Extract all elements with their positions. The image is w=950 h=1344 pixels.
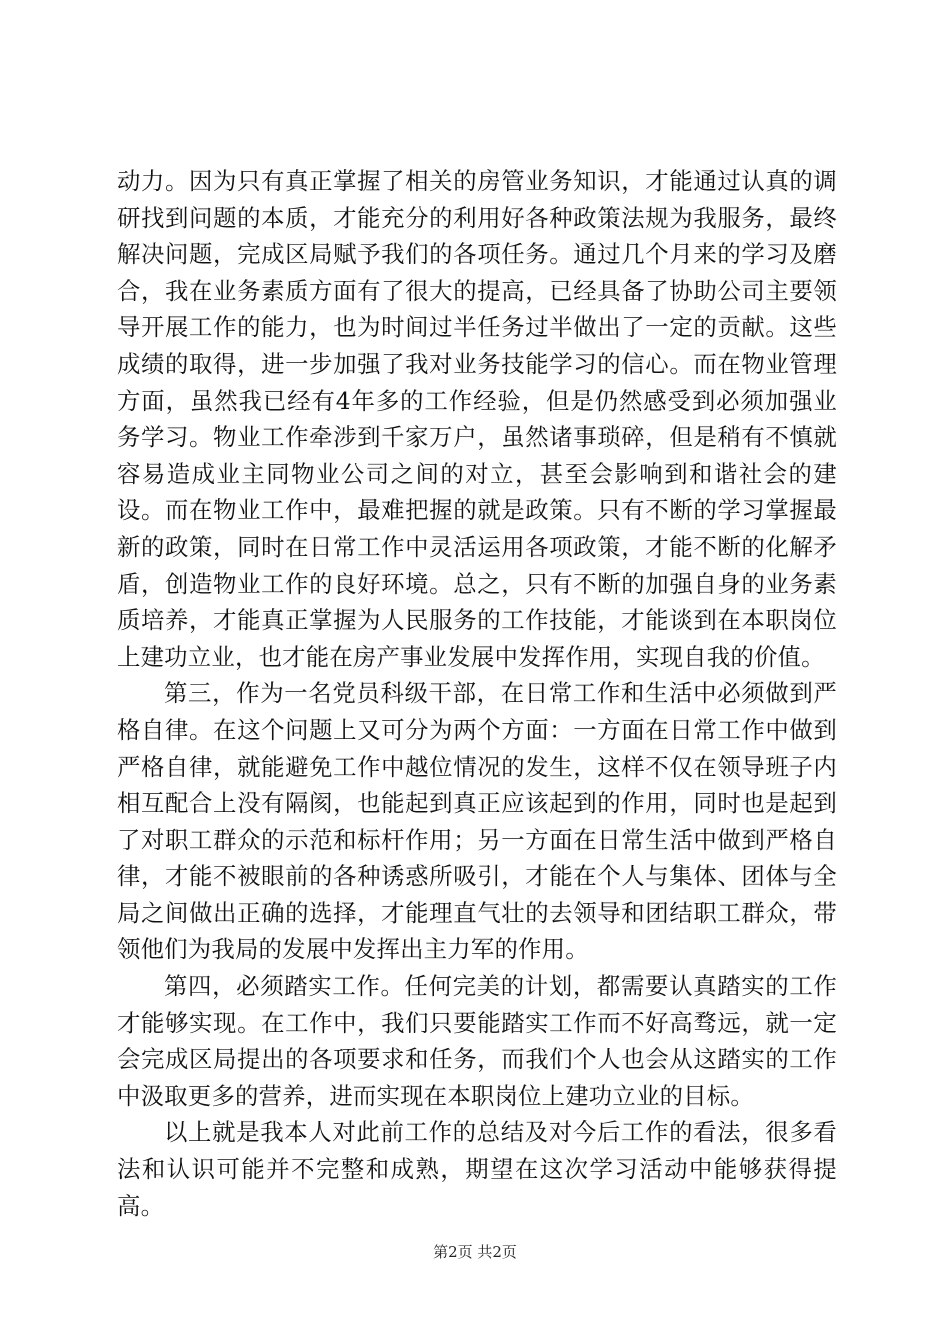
paragraph-conclusion: 以上就是我本人对此前工作的总结及对今后工作的看法，很多看法和认识可能并不完整和成熟，期望在这次学习活动中能够获得提高。 <box>117 1118 837 1220</box>
document-body <box>117 163 837 1224</box>
page-number-footer: 第2页 共2页 <box>433 1243 517 1261</box>
paragraph-fourth-point: 第四，必须踏实工作。任何完美的计划，都需要认真踏实的工作才能够实现。在工作中，我们只要能踏实工作而不好高骛远，就一定会完成区局提出的各项要求和任务，而我们个人也会从这踏实的工作中汲取更多的营养，进而实现在本职岗位上建功立业的目标。 <box>117 972 837 1110</box>
paragraph-continuation: 动力。因为只有真正掌握了相关的房管业务知识，才能通过认真的调研找到问题的本质，才能充分的利用好各种政策法规为我服务，最终解决问题，完成区局赋予我们的各项任务。通过几个月来的学习及磨合，我在业务素质方面有了很大的提高，已经具备了协助公司主要领导开展工作的能力，也为时间过半任务过半做出了一定的贡献。这些成绩的取得，进一步加强了我对业务技能学习的信心。而在物业管理方面，虽然我已经有4年多的工作经验，但是仍然感受到必须加强业务学习。物业工作牵涉到千家万户，虽然诸事琐碎，但是稍有不慎就容易造成业主同物业公司之间的对立，甚至会影响到和谐社会的建设。而在物业工作中，最难把握的就是政策。只有不断的学习掌握最新的政策，同时在日常工作中灵活运用各项政策，才能不断的化解矛盾，创造物业工作的良好环境。总之，只有不断的加强自身的业务素质培养，才能真正掌握为人民服务的工作技能，才能谈到在本职岗位上建功立业，也才能在房产事业发展中发挥作用，实现自我的价值。 <box>117 167 837 671</box>
paragraph-third-point: 第三，作为一名党员科级干部，在日常工作和生活中必须做到严格自律。在这个问题上又可分为两个方面：一方面在日常工作中做到严格自律，就能避免工作中越位情况的发生，这样不仅在领导班子内相互配合上没有隔阂，也能起到真正应该起到的作用，同时也是起到了对职工群众的示范和标杆作用；另一方面在日常生活中做到严格自律，才能不被眼前的各种诱惑所吸引，才能在个人与集体、团体与全局之间做出正确的选择，才能理直气壮的去领导和团结职工群众，带领他们为我局的发展中发挥出主力军的作用。 <box>117 679 837 964</box>
